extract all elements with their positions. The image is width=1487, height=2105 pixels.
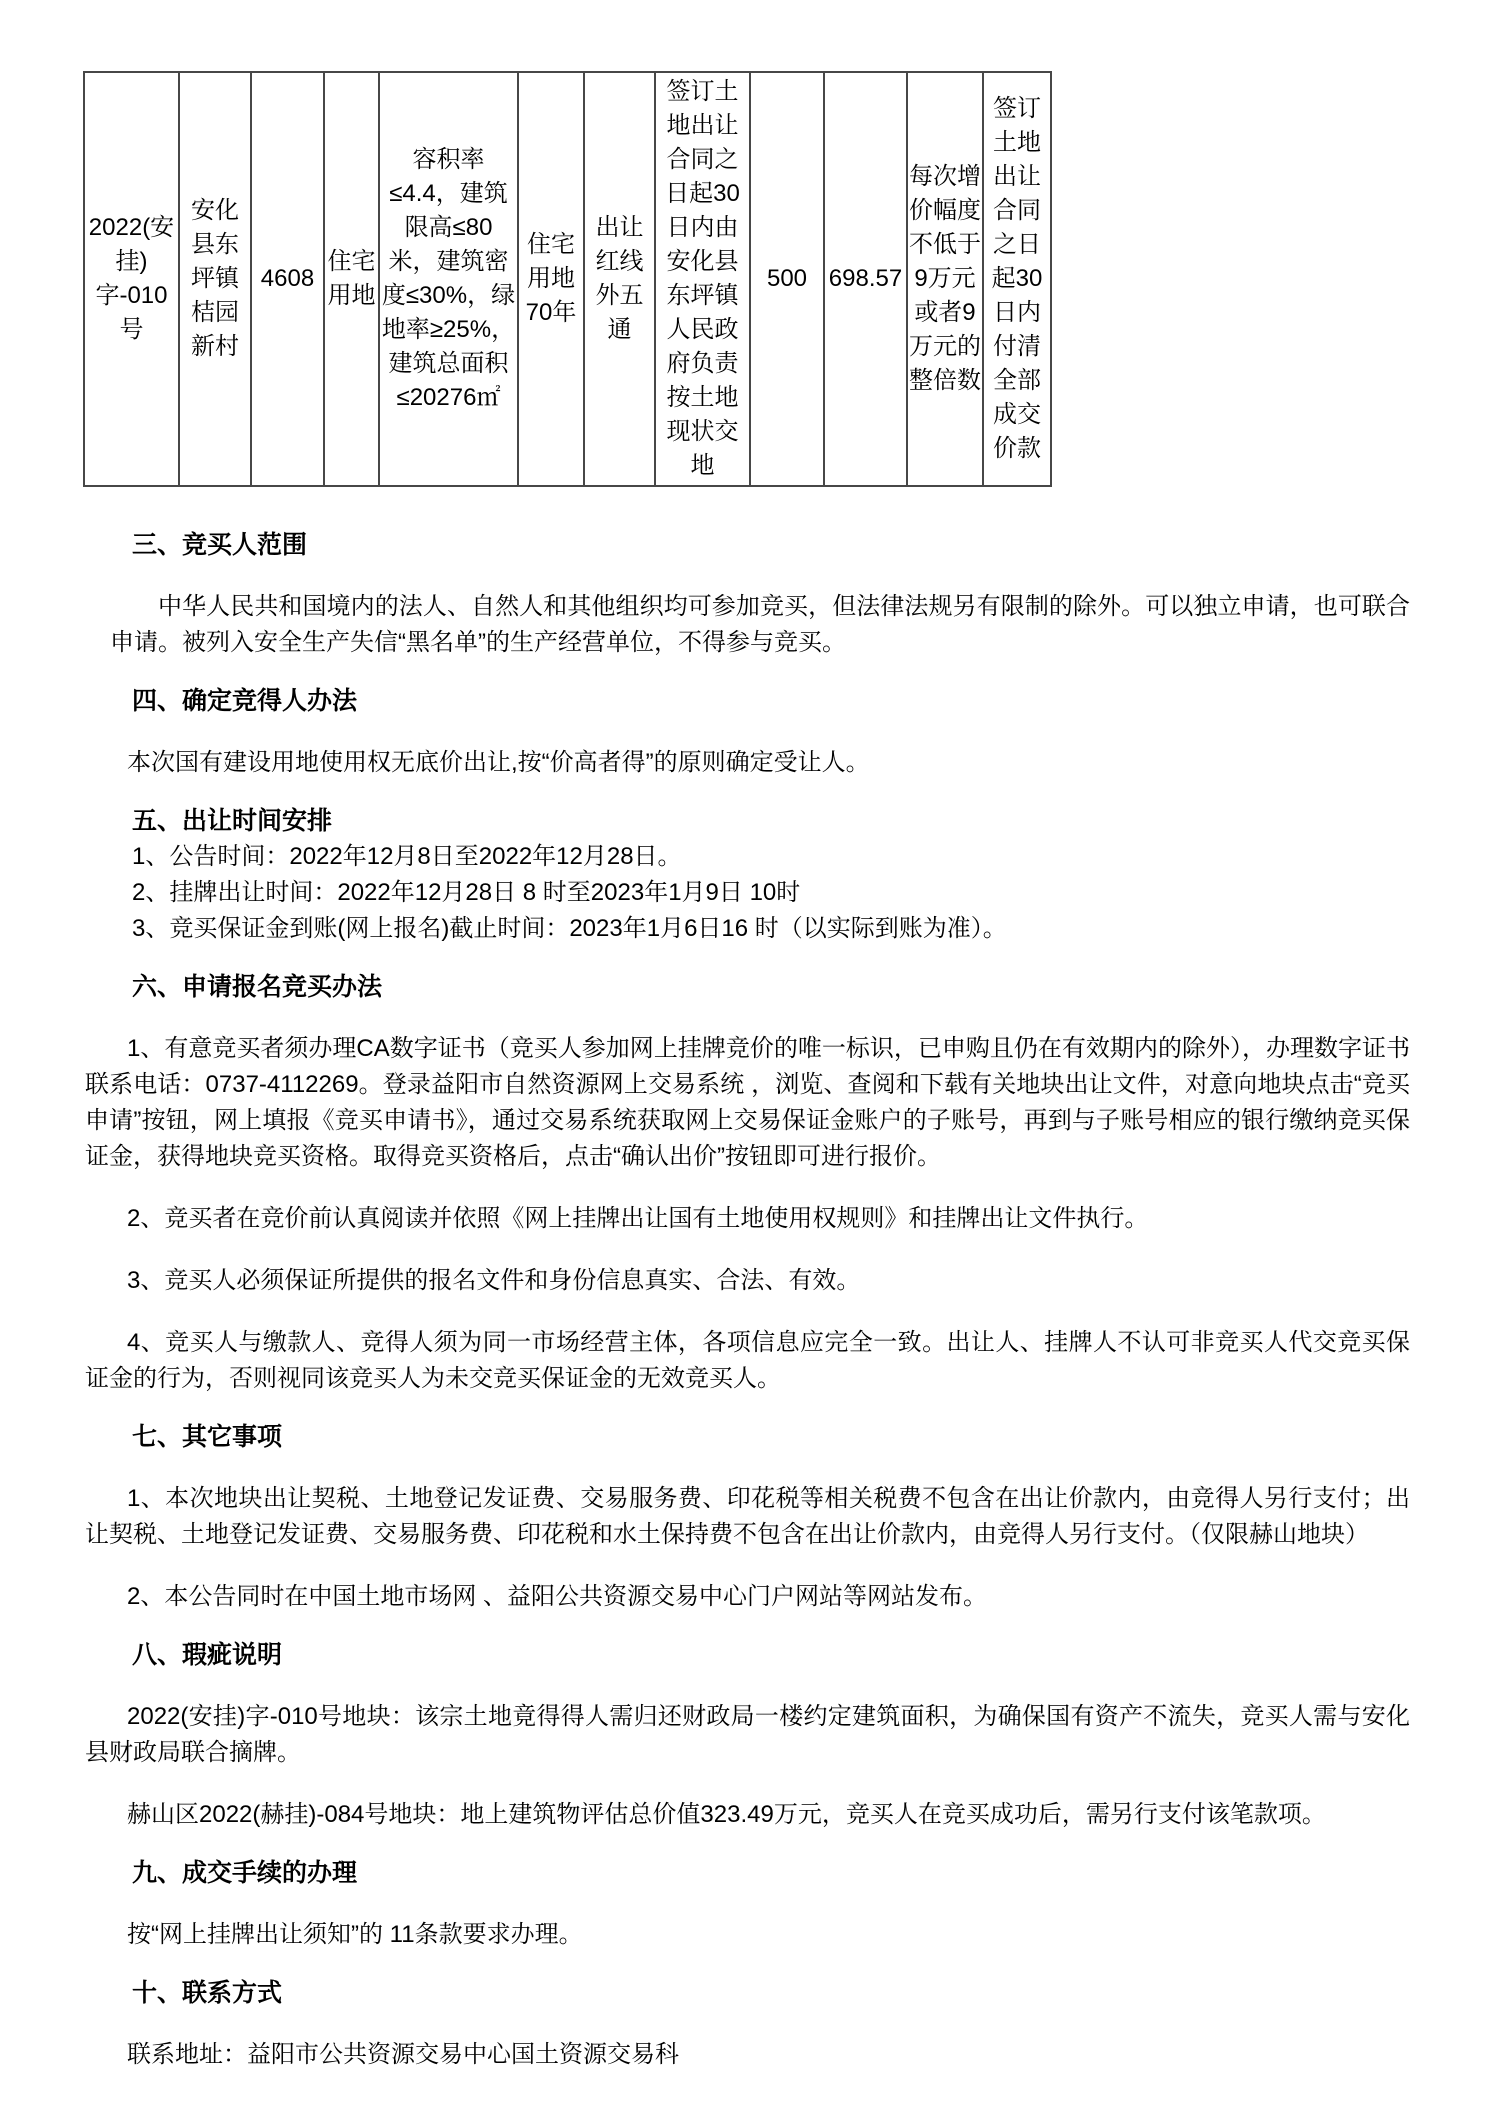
cell-parcel-location: 安化县东坪镇桔园新村 <box>179 72 251 486</box>
heading-defect-notes: 八、瑕疵说明 <box>132 1641 283 1669</box>
cell-planning-conditions: 容积率≤4.4，建筑限高≤80米，建筑密度≤30%，绿地率≥25%，建筑总面积≤20276㎡ <box>379 72 518 486</box>
cell-land-delivery-terms: 签订土地出让合同之日起30日内由安化县东坪镇人民政府负责按土地现状交地 <box>655 72 750 486</box>
schedule-item-listing-time: 2、挂牌出让时间：2022年12月28日 8 时至2023年1月9日 10时 <box>132 879 801 906</box>
schedule-item-announcement-time: 1、公告时间：2022年12月8日至2022年12月28日。 <box>132 843 682 870</box>
cell-site-servicing: 出让红线外五通 <box>584 72 655 486</box>
para-other-matters-2: 2、本公告同时在中国土地市场网 、益阳公共资源交易中心门户网站等网站发布。 <box>127 1583 988 1610</box>
heading-contact-info: 十、联系方式 <box>132 1979 283 2007</box>
cell-starting-price: 698.57 <box>824 72 907 486</box>
para-closing-procedures: 按“网上挂牌出让须知”的 11条款要求办理。 <box>127 1921 583 1948</box>
cell-bid-increment-rule: 每次增价幅度不低于9万元或者9万元的整倍数 <box>907 72 983 486</box>
para-defect-note-1: 2022(安挂)字-010号地块：该宗土地竟得得人需归还财政局一楼约定建筑面积，为确保国有资产不流失，竞买人需与安化县财政局联合摘牌。 <box>85 1703 1410 1766</box>
heading-bidder-scope: 三、竞买人范围 <box>132 531 308 559</box>
para-application-2: 2、竞买者在竞价前认真阅读并依照《网上挂牌出让国有土地使用权规则》和挂牌出让文件执行。 <box>127 1205 1149 1232</box>
cell-parcel-area: 4608 <box>251 72 324 486</box>
heading-closing-procedures: 九、成交手续的办理 <box>132 1859 358 1887</box>
para-other-matters-1: 1、本次地块出让契税、土地登记发证费、交易服务费、印花税等相关税费不包含在出让价款内，由竞得人另行支付；出让契税、土地登记发证费、交易服务费、印花税和水土保持费不包含在出让价款内，由竞得人另行支付。（仅限赫山地块） <box>85 1485 1410 1548</box>
heading-schedule: 五、出让时间安排 <box>132 807 333 835</box>
cell-bid-deposit: 500 <box>750 72 824 486</box>
heading-winner-determination: 四、确定竞得人办法 <box>132 687 358 715</box>
cell-tenure-years: 住宅用地70年 <box>518 72 584 486</box>
para-defect-note-2: 赫山区2022(赫挂)-084号地块：地上建筑物评估总价值323.49万元，竞买人在竞买成功后，需另行支付该笔款项。 <box>127 1801 1326 1828</box>
heading-other-matters: 七、其它事项 <box>132 1423 283 1451</box>
para-contact-address: 联系地址：益阳市公共资源交易中心国土资源交易科 <box>127 2041 679 2068</box>
para-application-3: 3、竞买人必须保证所提供的报名文件和身份信息真实、合法、有效。 <box>127 1267 861 1294</box>
para-bidder-scope: 中华人民共和国境内的法人、自然人和其他组织均可参加竞买，但法律法规另有限制的除外。可以独立申请，也可联合申请。被列入安全生产失信“黑名单”的生产经营单位，不得参与竞买。 <box>110 593 1410 656</box>
land-parcel-table <box>83 71 1052 487</box>
schedule-item-deposit-deadline: 3、竞买保证金到账(网上报名)截止时间：2023年1月6日16 时（以实际到账为准）。 <box>132 915 1007 942</box>
para-application-1: 1、有意竞买者须办理CA数字证书（竞买人参加网上挂牌竞价的唯一标识，已申购且仍在有效期内的除外），办理数字证书联系电话：0737-4112269。登录益阳市自然资源网上交易系统 ，浏览、查阅和下载有关地块出让文件，对意向地块点击“竞买申请”按钮，网上填报《竞买申请书》，通过交易系统获取网上交易保证金账户的子账号，再到与子账号相应的银行缴纳竞买保证金，获得地块竞买资格。取得竞买资格后，点击“确认出价”按钮即可进行报价。 <box>85 1035 1410 1170</box>
cell-payment-terms: 签订土地出让合同之日起30日内付清全部成交价款 <box>983 72 1051 486</box>
heading-application-method: 六、申请报名竞买办法 <box>132 973 383 1001</box>
cell-parcel-number: 2022(安挂)字-010号 <box>84 72 179 486</box>
para-winner-determination: 本次国有建设用地使用权无底价出让,按“价高者得”的原则确定受让人。 <box>127 749 870 776</box>
table-row <box>84 72 1051 486</box>
para-application-4: 4、竞买人与缴款人、竞得人须为同一市场经营主体，各项信息应完全一致。出让人、挂牌人不认可非竞买人代交竞买保证金的行为，否则视同该竞买人为未交竞买保证金的无效竞买人。 <box>85 1329 1410 1392</box>
cell-land-use: 住宅用地 <box>324 72 379 486</box>
